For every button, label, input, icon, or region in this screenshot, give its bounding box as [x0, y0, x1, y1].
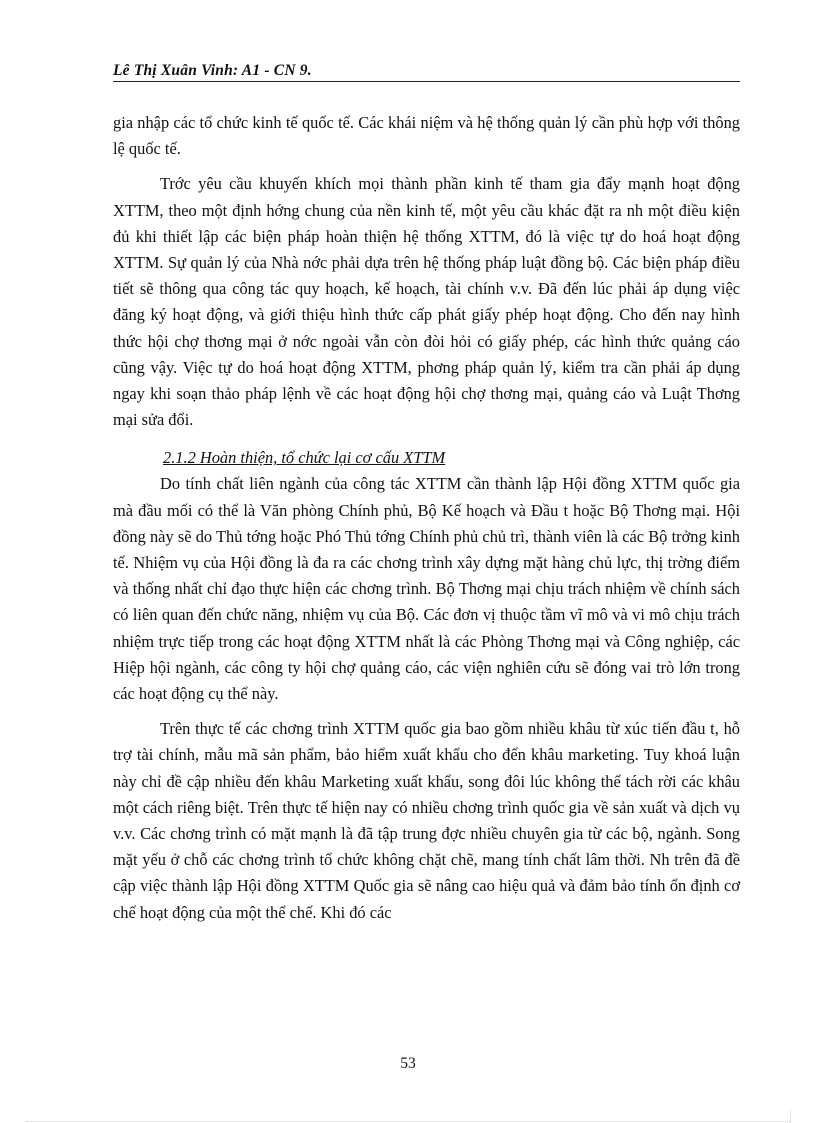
header-rule	[113, 81, 740, 82]
running-header: Lê Thị Xuân Vinh: A1 - CN 9.	[113, 62, 312, 79]
page-body	[113, 110, 740, 935]
paragraph-council: Do tính chất liên ngành của công tác XTTM cần thành lập Hội đồng XTTM quốc gia mà đầu mối có thể là Văn phòng Chính phủ, Bộ Kế hoạch và Đầu t hoặc Bộ Thơng mại. Hội đồng này sẽ do Thủ tớng hoặc Phó Thủ tớng Chính phủ chủ trì, thành viên là các Bộ trởng kinh tế. Nhiệm vụ của Hội đồng là đa ra các chơng trình xây dựng mặt hàng chủ lực, thị trờng điểm và thống nhất chỉ đạo thực hiện các chơng trình. Bộ Thơng mại chịu trách nhiệm về chính sách có liên quan đến chức năng, nhiệm vụ của Bộ. Các đơn vị thuộc tầm vĩ mô và vi mô chịu trách nhiệm trực tiếp trong các hoạt động XTTM nhất là các Phòng Thơng mại và Công nghiệp, các Hiệp hội ngành, các công ty hội chợ quảng cáo, các viện nghiên cứu sẽ đóng vai trò lớn trong các hoạt động cụ thể này.	[113, 474, 740, 704]
paragraph-continuation: gia nhập các tổ chức kinh tế quốc tế. Các khái niệm và hệ thống quản lý cần phù hợp với thông lệ quốc tế.	[113, 113, 740, 159]
page-border-corner	[790, 1110, 791, 1123]
page-number: 53	[400, 1055, 416, 1072]
paragraph-programs: Trên thực tế các chơng trình XTTM quốc gia bao gồm nhiều khâu từ xúc tiến đầu t, hỗ trợ tài chính, mẫu mã sản phẩm, bảo hiểm xuất khẩu cho đến khâu marketing. Tuy khoá luận này chỉ đề cập nhiều đến khâu Marketing xuất khẩu, song đôi lúc không thể tách rời các khâu một cách riêng biệt. Trên thực tế hiện nay có nhiều chơng trình quốc gia về sản xuất và dịch vụ v.v. Các chơng trình có mặt mạnh là đã tập trung đợc nhiều chuyên gia từ các bộ, ngành. Song mặt yếu ở chỗ các chơng trình tổ chức không chặt chẽ, mang tính chất lâm thời. Nh trên đã đề cập việc thành lập Hội đồng XTTM Quốc gia sẽ nâng cao hiệu quả và đảm bảo tính ổn định cơ chế hoạt động của một thể chế. Khi đó các	[113, 719, 740, 922]
paragraph-liberalization: Trớc yêu cầu khuyến khích mọi thành phần kinh tế tham gia đẩy mạnh hoạt động XTTM, theo một định hớng chung của nền kinh tế, một yêu cầu khác đặt ra nh một điều kiện đủ khi thiết lập các biện pháp hoàn thiện hệ thống XTTM, đó là việc tự do hoá hoạt động XTTM. Sự quản lý của Nhà nớc phải dựa trên hệ thống pháp luật đồng bộ. Các biện pháp điều tiết sẽ thông qua công tác quy hoạch, kế hoạch, tài chính v.v. Đã đến lúc phải áp dụng việc đăng ký hoạt động, và giới thiệu hình thức cấp phát giấy phép hoạt động. Cho đến nay hình thức hội chợ thơng mại ở nớc ngoài vẫn còn đòi hỏi có giấy phép, các hình thức quảng cáo cũng vậy. Việc tự do hoá hoạt động XTTM, phơng pháp quản lý, kiểm tra cần phải áp dụng ngay khi soạn thảo pháp lệnh về các hoạt động hội chợ thơng mại, quảng cáo và Luật Thơng mại sửa đổi.	[113, 174, 740, 430]
page-border-bottom	[26, 1121, 790, 1122]
section-heading: 2.1.2 Hoàn thiện, tổ chức lại cơ cấu XTTM	[163, 448, 446, 468]
